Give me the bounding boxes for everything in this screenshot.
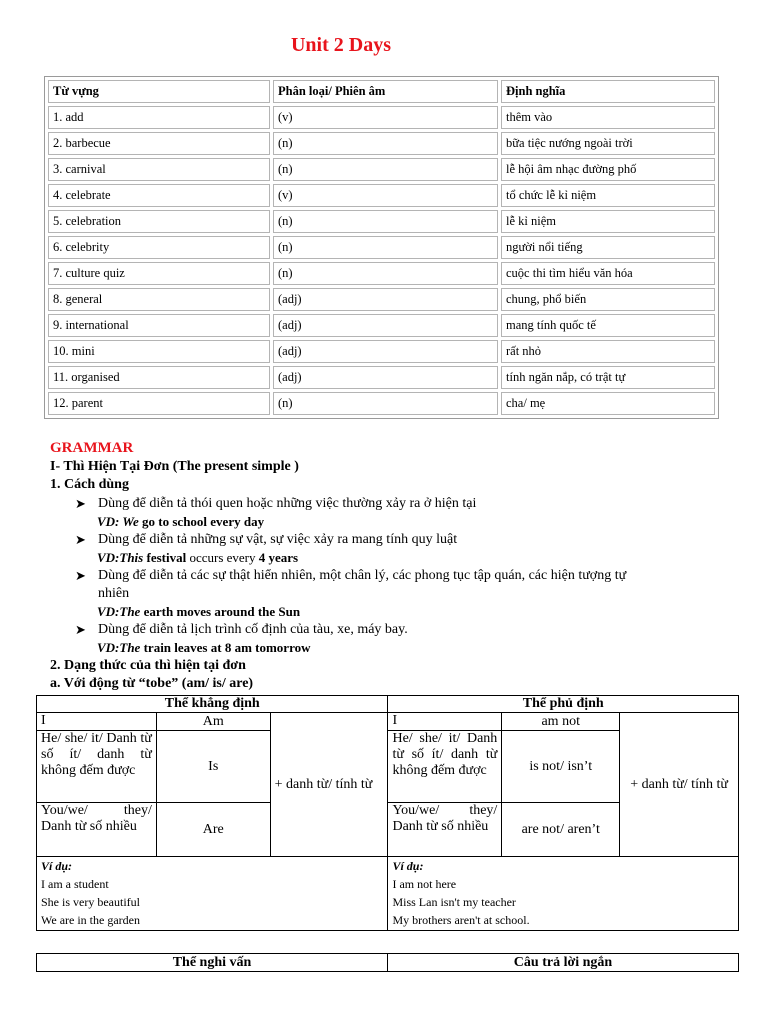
question-table: [36, 953, 739, 972]
form-title: 2. Dạng thức của thì hiện tại đơn: [50, 658, 246, 673]
vocab-row: [48, 132, 715, 155]
arrow-bullet-icon: ➤: [75, 496, 86, 511]
grammar-heading: GRAMMAR: [50, 440, 134, 456]
vocab-row: [48, 184, 715, 207]
vocab-word-cell: 9. international: [48, 314, 270, 337]
arrow-bullet-icon: ➤: [75, 568, 86, 583]
vocab-word-cell: 8. general: [48, 288, 270, 311]
vocab-word-cell: 5. celebration: [48, 210, 270, 233]
subject-cell: He/ she/ it/ Danh từ số ít/ danh từ không đếm được: [37, 731, 157, 803]
vocab-definition-cell: chung, phổ biến: [501, 288, 715, 311]
vocab-definition-cell: bữa tiệc nướng ngoài trời: [501, 132, 715, 155]
section-present-simple: I- Thì Hiện Tại Đơn (The present simple ): [50, 459, 299, 474]
vocab-definition-cell: cha/ mẹ: [501, 392, 715, 415]
complement-cell: + danh từ/ tính từ: [620, 713, 739, 857]
vocab-type-cell: (n): [273, 392, 498, 415]
negative-verb-cell: is not/ isn’t: [502, 731, 620, 803]
header-definition: Định nghĩa: [501, 80, 715, 103]
vocab-definition-cell: rất nhỏ: [501, 340, 715, 363]
vocab-word-cell: 11. organised: [48, 366, 270, 389]
question-header: Thể nghi vấn: [37, 954, 388, 972]
vocab-header-row: [48, 80, 715, 103]
affirmative-examples: Ví dụ: I am a student She is very beautiful We are in the garden: [37, 857, 388, 931]
vocabulary-table: [44, 76, 719, 419]
vocab-word-cell: 3. carnival: [48, 158, 270, 181]
page-title: Unit 2 Days: [290, 34, 391, 56]
vocab-type-cell: (n): [273, 236, 498, 259]
vocab-row: [48, 210, 715, 233]
vocab-type-cell: (n): [273, 158, 498, 181]
vocab-definition-cell: lễ kỉ niệm: [501, 210, 715, 233]
vocab-type-cell: (adj): [273, 314, 498, 337]
subject-cell: You/we/ they/ Danh từ số nhiều: [388, 803, 502, 857]
vocab-row: [48, 314, 715, 337]
header-type: Phân loại/ Phiên âm: [273, 80, 498, 103]
vocab-word-cell: 6. celebrity: [48, 236, 270, 259]
vocab-row: [48, 158, 715, 181]
vocab-type-cell: (n): [273, 262, 498, 285]
vocab-type-cell: (adj): [273, 288, 498, 311]
verb-cell: Is: [156, 731, 270, 803]
negative-header: Thể phủ định: [388, 696, 739, 713]
tobe-table: [36, 695, 739, 931]
verb-cell: Am: [156, 713, 270, 731]
usage-example: VD:The earth moves around the Sun: [97, 604, 301, 619]
vocab-word-cell: 2. barbecue: [48, 132, 270, 155]
vocab-word-cell: 12. parent: [48, 392, 270, 415]
vocab-type-cell: (adj): [273, 340, 498, 363]
vocab-row: [48, 106, 715, 129]
subject-cell: I: [37, 713, 157, 731]
vocab-definition-cell: tổ chức lễ kỉ niệm: [501, 184, 715, 207]
header-vocab: Từ vựng: [48, 80, 270, 103]
vocab-row: [48, 366, 715, 389]
usage-example: VD:This festival occurs every 4 years: [97, 550, 299, 565]
usage-title: 1. Cách dùng: [50, 477, 129, 492]
vocab-type-cell: (n): [273, 132, 498, 155]
vocab-type-cell: (v): [273, 106, 498, 129]
vocab-row: [48, 236, 715, 259]
complement-cell: + danh từ/ tính từ: [270, 713, 388, 857]
vocab-word-cell: 10. mini: [48, 340, 270, 363]
arrow-bullet-icon: ➤: [75, 622, 86, 637]
vocab-word-cell: 7. culture quiz: [48, 262, 270, 285]
vocab-definition-cell: thêm vào: [501, 106, 715, 129]
vocab-word-cell: 1. add: [48, 106, 270, 129]
short-answer-header: Câu trả lời ngắn: [388, 954, 739, 972]
verb-cell: Are: [156, 803, 270, 857]
vocab-definition-cell: người nổi tiếng: [501, 236, 715, 259]
tobe-title: a. Với động từ “tobe” (am/ is/ are): [50, 676, 254, 691]
affirmative-header: Thể khẳng định: [37, 696, 388, 713]
negative-verb-cell: are not/ aren’t: [502, 803, 620, 857]
vocab-definition-cell: mang tính quốc tế: [501, 314, 715, 337]
vocab-word-cell: 4. celebrate: [48, 184, 270, 207]
usage-example: VD:The train leaves at 8 am tomorrow: [97, 640, 311, 655]
subject-cell: He/ she/ it/ Danh từ số ít/ danh từ không đếm được: [388, 731, 502, 803]
vocab-definition-cell: lễ hội âm nhạc đường phố: [501, 158, 715, 181]
vocab-type-cell: (adj): [273, 366, 498, 389]
vocab-type-cell: (n): [273, 210, 498, 233]
subject-cell: You/we/ they/ Danh từ số nhiều: [37, 803, 157, 857]
arrow-bullet-icon: ➤: [75, 532, 86, 547]
usage-example: VD: We go to school every day: [97, 514, 265, 529]
vocab-row: [48, 262, 715, 285]
vocab-definition-cell: cuộc thi tìm hiểu văn hóa: [501, 262, 715, 285]
vocab-row: [48, 340, 715, 363]
negative-examples: Ví dụ: I am not here Miss Lan isn't my teacher My brothers aren't at school.: [388, 857, 739, 931]
vocab-definition-cell: tính ngăn nắp, có trật tự: [501, 366, 715, 389]
vocab-row: [48, 288, 715, 311]
subject-cell: I: [388, 713, 502, 731]
vocab-row: [48, 392, 715, 415]
vocab-type-cell: (v): [273, 184, 498, 207]
negative-verb-cell: am not: [502, 713, 620, 731]
